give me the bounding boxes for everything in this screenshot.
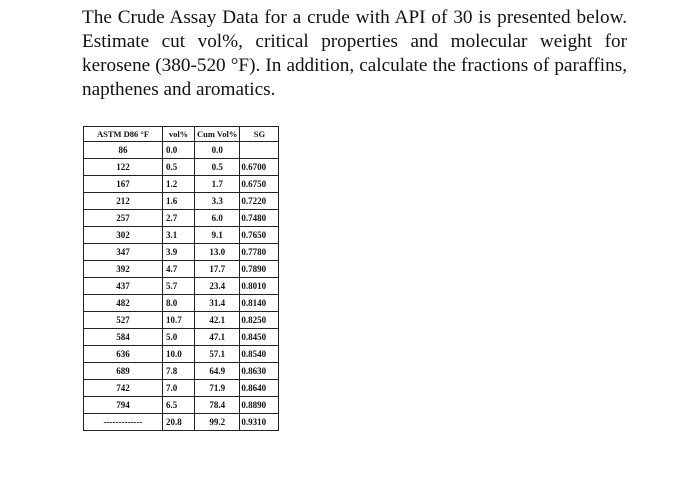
cell-astm-temp: 527 xyxy=(84,312,163,329)
table-row xyxy=(84,278,279,295)
table-row xyxy=(84,346,279,363)
cell-cum-vol-percent: 31.4 xyxy=(195,295,240,312)
cell-cum-vol-percent: 17.7 xyxy=(195,261,240,278)
cell-cum-vol-percent: 9.1 xyxy=(195,227,240,244)
cell-vol-percent: 5.0 xyxy=(163,329,195,346)
question-paragraph: The Crude Assay Data for a crude with API of 30 is presented below. Estimate cut vol%, critical properties and molecular weight for kerosene (380-520 °F). In addition, calculate the fractions of paraffins, napthenes and aromatics. xyxy=(82,7,627,100)
cell-astm-temp: 212 xyxy=(84,193,163,210)
cell-vol-percent: 5.7 xyxy=(163,278,195,295)
cell-cum-vol-percent: 64.9 xyxy=(195,363,240,380)
cell-astm-temp: 257 xyxy=(84,210,163,227)
table-row xyxy=(84,210,279,227)
cell-sg: 0.8010 xyxy=(240,278,279,295)
cell-astm-temp: 794 xyxy=(84,397,163,414)
table-row xyxy=(84,159,279,176)
cell-sg: 0.8890 xyxy=(240,397,279,414)
table-row xyxy=(84,244,279,261)
cell-sg: 0.8630 xyxy=(240,363,279,380)
table-row xyxy=(84,193,279,210)
cell-sg: 0.8140 xyxy=(240,295,279,312)
table-row xyxy=(84,363,279,380)
header-astm-d86: ASTM D86 °F xyxy=(84,127,163,142)
cell-astm-temp: 689 xyxy=(84,363,163,380)
header-vol-percent: vol% xyxy=(163,127,195,142)
cell-sg: 0.6750 xyxy=(240,176,279,193)
table-row xyxy=(84,329,279,346)
cell-sg: 0.8250 xyxy=(240,312,279,329)
header-sg: SG xyxy=(240,127,279,142)
cell-cum-vol-percent: 13.0 xyxy=(195,244,240,261)
table-row xyxy=(84,380,279,397)
cell-astm-temp: 742 xyxy=(84,380,163,397)
cell-astm-temp: 347 xyxy=(84,244,163,261)
cell-sg: 0.7890 xyxy=(240,261,279,278)
cell-astm-temp: 584 xyxy=(84,329,163,346)
table-row xyxy=(84,397,279,414)
cell-cum-vol-percent: 78.4 xyxy=(195,397,240,414)
cell-cum-vol-percent: 42.1 xyxy=(195,312,240,329)
cell-vol-percent: 7.8 xyxy=(163,363,195,380)
table-row xyxy=(84,142,279,159)
cell-vol-percent: 8.0 xyxy=(163,295,195,312)
cell-vol-percent: 20.8 xyxy=(163,414,195,431)
cell-cum-vol-percent: 0.5 xyxy=(195,159,240,176)
cell-cum-vol-percent: 3.3 xyxy=(195,193,240,210)
table-body xyxy=(84,142,279,431)
cell-sg xyxy=(240,142,279,159)
cell-astm-temp: 86 xyxy=(84,142,163,159)
cell-cum-vol-percent: 57.1 xyxy=(195,346,240,363)
cell-sg: 0.9310 xyxy=(240,414,279,431)
cell-vol-percent: 4.7 xyxy=(163,261,195,278)
header-cum-vol-percent: Cum Vol% xyxy=(195,127,240,142)
cell-vol-percent: 10.7 xyxy=(163,312,195,329)
cell-cum-vol-percent: 6.0 xyxy=(195,210,240,227)
crude-assay-table xyxy=(83,126,279,431)
cell-sg: 0.6700 xyxy=(240,159,279,176)
cell-sg: 0.8640 xyxy=(240,380,279,397)
cell-astm-temp: 392 xyxy=(84,261,163,278)
crude-assay-table-container xyxy=(83,126,279,431)
cell-sg: 0.8450 xyxy=(240,329,279,346)
cell-sg: 0.7650 xyxy=(240,227,279,244)
cell-sg: 0.7220 xyxy=(240,193,279,210)
cell-sg: 0.7480 xyxy=(240,210,279,227)
table-header-row xyxy=(84,127,279,142)
cell-vol-percent: 3.1 xyxy=(163,227,195,244)
table-row xyxy=(84,312,279,329)
cell-astm-temp: 636 xyxy=(84,346,163,363)
cell-astm-temp: 122 xyxy=(84,159,163,176)
cell-cum-vol-percent: 0.0 xyxy=(195,142,240,159)
cell-vol-percent: 3.9 xyxy=(163,244,195,261)
table-row xyxy=(84,414,279,431)
cell-astm-temp: 167 xyxy=(84,176,163,193)
cell-astm-temp: 437 xyxy=(84,278,163,295)
cell-sg: 0.7780 xyxy=(240,244,279,261)
cell-cum-vol-percent: 71.9 xyxy=(195,380,240,397)
cell-vol-percent: 0.0 xyxy=(163,142,195,159)
cell-astm-temp: ------------- xyxy=(84,414,163,431)
cell-vol-percent: 0.5 xyxy=(163,159,195,176)
table-row xyxy=(84,176,279,193)
table-row xyxy=(84,295,279,312)
cell-astm-temp: 482 xyxy=(84,295,163,312)
cell-cum-vol-percent: 99.2 xyxy=(195,414,240,431)
cell-cum-vol-percent: 23.4 xyxy=(195,278,240,295)
question-text-block xyxy=(82,6,627,102)
cell-vol-percent: 1.6 xyxy=(163,193,195,210)
cell-sg: 0.8540 xyxy=(240,346,279,363)
cell-vol-percent: 1.2 xyxy=(163,176,195,193)
table-row xyxy=(84,261,279,278)
table-row xyxy=(84,227,279,244)
cell-vol-percent: 10.0 xyxy=(163,346,195,363)
cell-vol-percent: 2.7 xyxy=(163,210,195,227)
cell-vol-percent: 7.0 xyxy=(163,380,195,397)
cell-vol-percent: 6.5 xyxy=(163,397,195,414)
cell-astm-temp: 302 xyxy=(84,227,163,244)
cell-cum-vol-percent: 47.1 xyxy=(195,329,240,346)
cell-cum-vol-percent: 1.7 xyxy=(195,176,240,193)
